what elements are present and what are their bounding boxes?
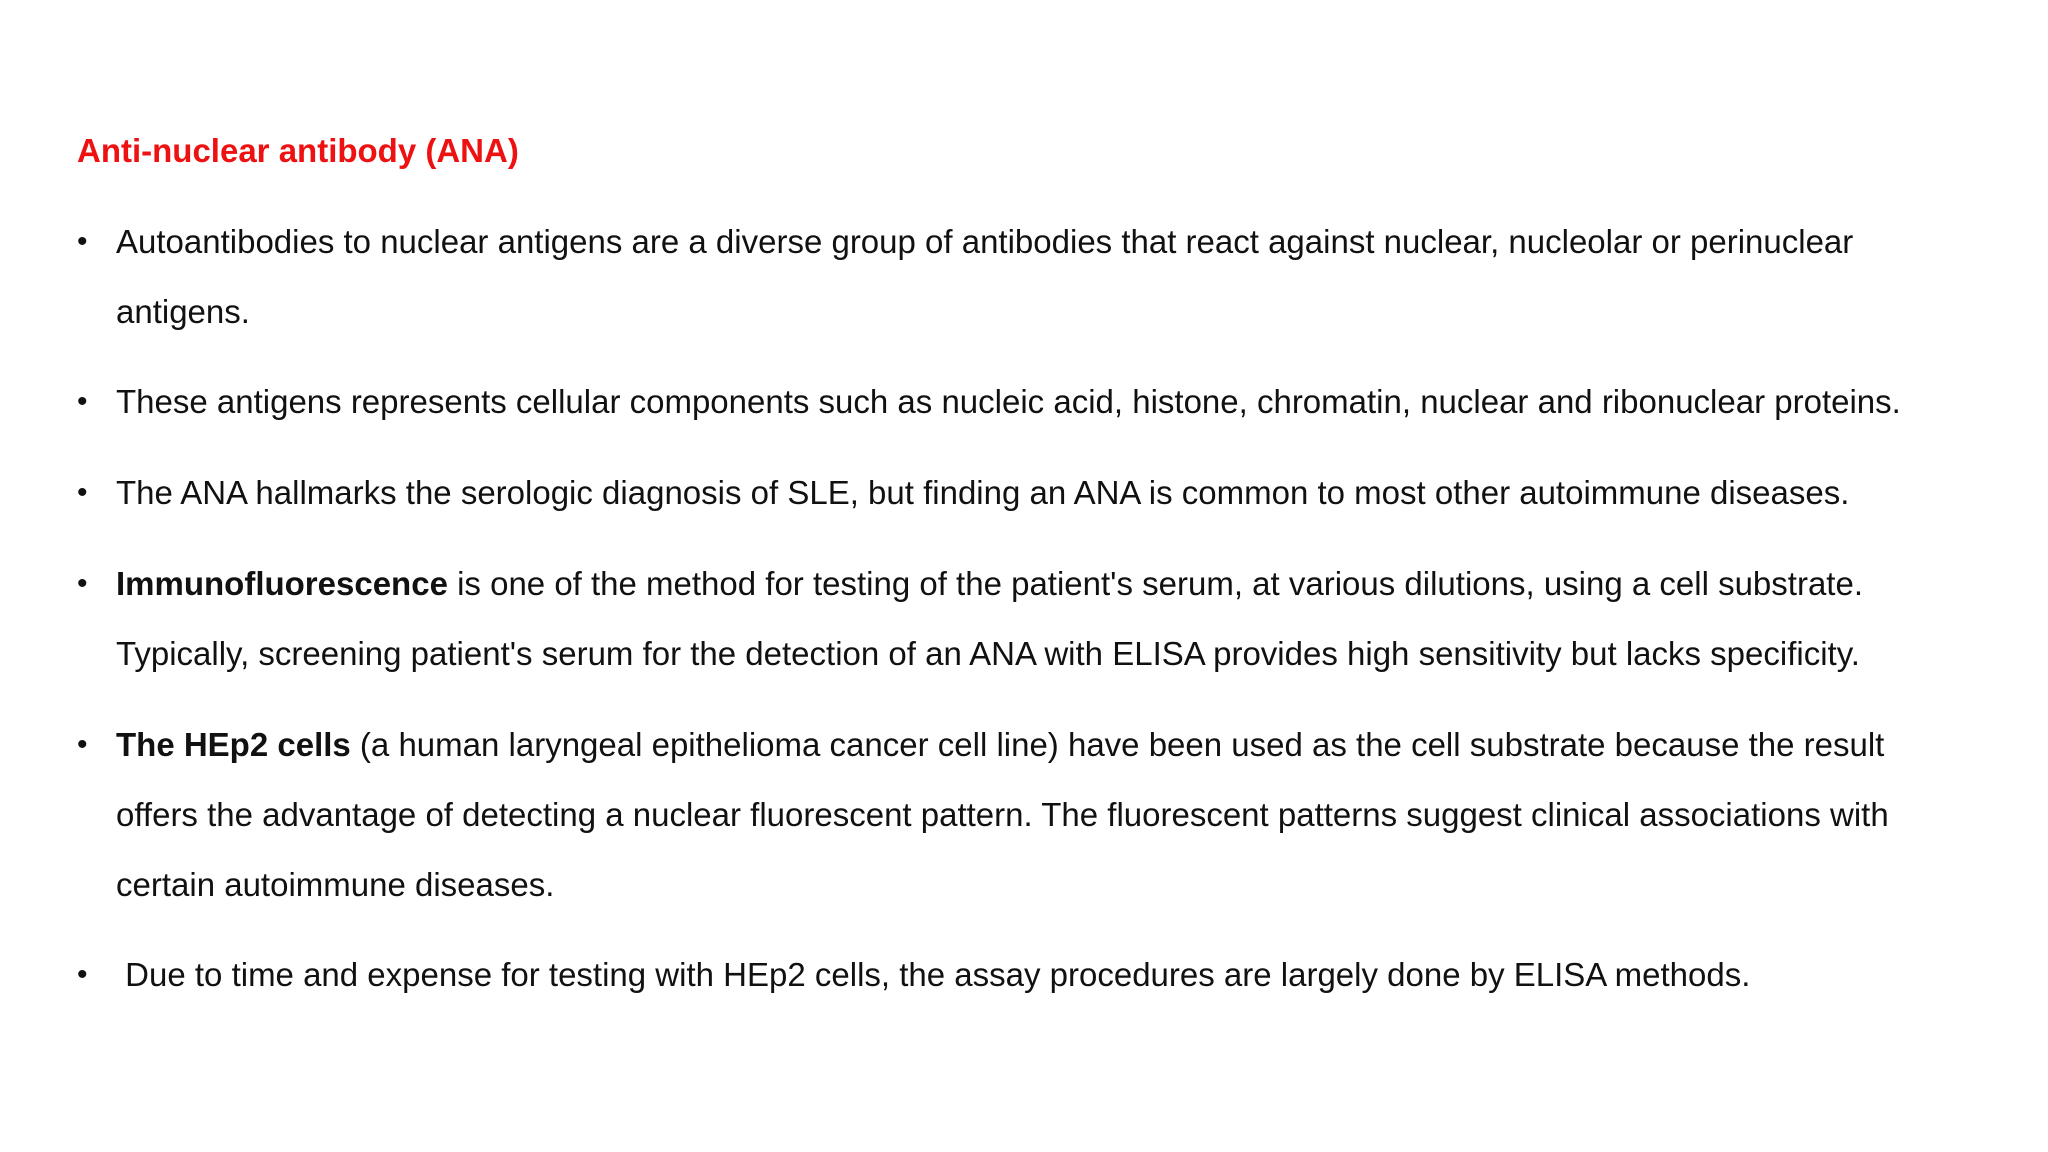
bullet-text — [116, 367, 2048, 437]
bullet-dot: • — [77, 728, 88, 761]
bullet-line: Due to time and expense for testing with HEp2 cells, the assay procedures are largely done by ELISA methods. — [116, 956, 1751, 993]
bullet-dot: • — [77, 225, 88, 258]
bullet-line — [116, 710, 2048, 780]
bullet-line: offers the advantage of detecting a nuclear fluorescent pattern. The fluorescent patterns suggest clinical associations with — [116, 796, 1889, 833]
bullet-dot: • — [77, 958, 88, 991]
bullet-text — [116, 549, 2048, 689]
bullet-text — [116, 458, 2048, 528]
bullet-line: The ANA hallmarks the serologic diagnosis of SLE, but finding an ANA is common to most other autoimmune diseases. — [116, 474, 1850, 511]
bullet-line: antigens. — [116, 293, 250, 330]
bullet-line: Typically, screening patient's serum for the detection of an ANA with ELISA provides high sensitivity but lacks specificity. — [116, 635, 1860, 672]
slide-title: Anti-nuclear antibody (ANA) — [77, 132, 519, 169]
bold-term: Immunofluorescence — [116, 565, 448, 602]
bullet-line — [116, 549, 2048, 619]
bullet-line: Autoantibodies to nuclear antigens are a diverse group of antibodies that react against nuclear, nucleolar or perinuclear — [116, 223, 1854, 260]
bullet-dot: • — [77, 476, 88, 509]
bullet-line-rest: (a human laryngeal epithelioma cancer cell line) have been used as the cell substrate because the result — [350, 726, 1885, 763]
bullet-dot: • — [77, 385, 88, 418]
bullet-line-rest: is one of the method for testing of the patient's serum, at various dilutions, using a cell substrate. — [447, 565, 1863, 602]
bullet-dot: • — [77, 567, 88, 600]
bullet-text — [116, 940, 2048, 1010]
bullet-text — [116, 710, 2048, 920]
bullet-line: certain autoimmune diseases. — [116, 866, 555, 903]
bold-term: The HEp2 cells — [116, 726, 351, 763]
bullet-text — [116, 207, 2048, 347]
bullet-line: These antigens represents cellular components such as nucleic acid, histone, chromatin, nuclear and ribonuclear proteins. — [116, 383, 1901, 420]
